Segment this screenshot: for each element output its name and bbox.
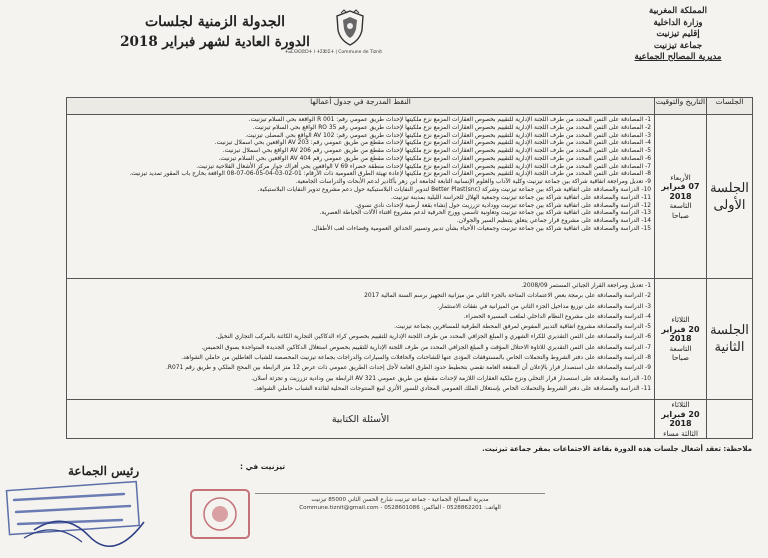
header-points: النقط المدرجة في جدول أعمالها [67, 98, 655, 115]
table-row [67, 400, 753, 439]
header-session: الجلسات [707, 98, 753, 115]
list-item: 2- الدراسة والمصادقة على برمجة بعض الاعتمادات المتاحة بالجزء الثاني من ميزانية التجهيز برسم السنة المالية 2017 [364, 293, 651, 300]
list-item: 1- تعديل ومراجعة القرار الجبائي المستمر 2008/09. [521, 283, 651, 289]
list-item: 13- الدراسة والمصادقة على اتفاقية شراكة بين جماعة تيزنيت وتعاونية تاسمي وورج الحرفية لدعم مشروع اقتناء الآلات الخياطة العصرية. [319, 210, 651, 217]
date-day: الثلاثاء [671, 315, 690, 325]
list-item: 11- الدراسة والمصادقة على اتفاقية شراكة بين جماعة تيزنيت وجمعية الهلال للحراسة الليلية بمدينة تيزنيت. [390, 194, 651, 201]
table-row [67, 279, 753, 400]
list-item: 6- الدراسة والمصادقة على الثمن التقديري للكراء الشهري و المبلغ الجزافي المحدد من طرف اللجنة الإدارية للتقييم بخصوص كراء الدكاكين التجارية الكائنة بالمركب التجاري النخيل. [215, 334, 651, 341]
page-footer [255, 493, 545, 512]
list-item: 10- الدراسة والمصادقة على اتفاقية شراكة بين جماعة تيزنيت وشركة Better Plast(snc) لتدوير النفايات البلاستيكية حول دعم مشروع تدوير النفايات البلاستيكية. [257, 187, 651, 194]
date-period: صباحا [671, 210, 690, 220]
list-item: 7- المصادقة على الثمن المحدد من طرف اللجنة الإدارية للتقييم بخصوص العقارات المزمع نزع ملكيتها لإحداث منطقة خضراء V 69 الواقعين بحي أفراك جوار مركز الأشغال الفلاحية تيزنيت. [196, 163, 651, 170]
session-items [67, 279, 655, 400]
list-item: 14- الدراسة والمصادقة على مشروع قرار جماعي يتعلق بتنظيم السير والجولان. [456, 218, 651, 225]
signature-stamp-icon [4, 480, 154, 548]
date-num: 20 فبراير [661, 409, 700, 419]
list-item: 11- الدراسة والمصادقة على دفتر الشروط والتحملات الخاص بإستغلال الملك العمومي المحادي للسور الأثري لبيع المنتوجات المحلية لفائدة الشباب حاملي الشواهد. [254, 385, 651, 392]
date-day: الثلاثاء [671, 400, 690, 409]
footer-address: مديرية المصالح الجماعية - جماعة تيزنيت شارع الحسن الثاني 85000 تيزنيت [311, 497, 489, 503]
table-header-row [67, 98, 753, 115]
session-items [67, 115, 655, 279]
signature-title: رئيس الجماعة [68, 464, 140, 478]
header-date: التاريخ والتوقيت [655, 98, 707, 115]
crest-icon [330, 8, 370, 48]
list-item: 1- المصادقة على الثمن المحدد من طرف اللجنة الإدارية للتقييم بخصوص العقارات المزمع نزع ملكيتها لإحداث طريق عمومي رقم: R 001 الواقعة بحي السلام تيزنيت. [248, 117, 651, 123]
table-row [67, 115, 753, 279]
letterhead-ministry: وزارة الداخلية [653, 17, 703, 28]
note: ملاحظة: تعقد أشغال جلسات هذه الدورة بقاعة الاجتماعات بمقر جماعة تيزنيت. [482, 445, 752, 453]
list-item: 15- الدراسة والمصادقة على اتفاقية شراكة بين جماعة تيزنيت وجمعيات الأحياء بشأن تدبير وتسيير الحدائق العمومية وفضاءات لعب الأطفال. [311, 225, 651, 232]
list-item: 4- الدراسة والمصادقة على مشروع النظام الداخلي لملعب المسيرة الخضراء. [463, 313, 651, 320]
date-year: 2018 [669, 419, 692, 428]
letterhead-kingdom: المملكة المغربية [649, 6, 707, 16]
footer-contact: الهاتف: 0528862201 - الفاكس: 0528601086 - Commune.tiznit@gmail.com [299, 505, 501, 511]
letterhead [618, 6, 738, 64]
place-date: تيزنيت في : [240, 462, 286, 471]
date-time: التاسعة [669, 201, 692, 211]
list-item: 6- المصادقة على الثمن المحدد من طرف اللجنة الإدارية للتقييم بخصوص العقارات المزمع نزع ملكيتها لإحداث مقطع من طريق عمومي رقم AV 404 الواقعين بحي السلام تيزنيت. [218, 155, 651, 162]
list-item: 4- المصادقة على الثمن المحدد من طرف اللجنة الإدارية للتقييم بخصوص العقارات المزمع نزع ملكيتها لإحداث مقطع من طريق عمومي رقم: AV 203 الواقعين بحي اسملال تيزنيت. [214, 140, 651, 147]
date-time: الثالثة مساء [663, 428, 698, 438]
list-item: 3- المصادقة على الثمن المحدد من طرف اللجنة الإدارية للتقييم بخصوص العقارات المزمع نزع ملكيتها لإحداث طريق عمومي رقم: AV 102 الواقع بحي المصلى تيزنيت. [245, 132, 651, 139]
list-item: 3- الدراسة والمصادقة على توزيع مداخيل الجزء الثاني من الميزانية في نفقات الاستثمار. [437, 303, 651, 310]
list-item: 9- تعديل ومراجعة اتفاقية شراكة بين جماعة تيزنيت وكلية الآداب والعلوم الإنسانية التابعة لجامعة ابن زهر بأكادير لدعم الأبحاث والدراسات الجامعية. [295, 179, 651, 186]
list-item: 10- الدراسة والمصادقة على استصدار قرار التخلي ونزع ملكية العقارات اللازمة لإحداث مقطع من طريق عمومي AV 321 الرابطة بين ودادية تزرزيت و تجزئة أسلان. [251, 375, 651, 382]
date-num: 07 فبراير [661, 182, 700, 192]
letterhead-directorate: مديرية المصالح الجماعية [634, 52, 722, 62]
list-item: 8- الدراسة والمصادقة على دفتر الشروط والتحملات الخاص بالمستوقفات المؤدى عنها للشاحنات والحافلات والسيارات والدراجات بجماعة تيزنيت المخصصة للشباب العاطلين من حاملي الشواهد. [181, 355, 651, 362]
document-title [110, 12, 320, 52]
date-year: 2018 [669, 334, 692, 344]
date-time: التاسعة [669, 343, 692, 353]
list-item: 5- المصادقة على الثمن المحدد من طرف اللجنة الإدارية للتقييم بخصوص العقارات المزمع نزع ملكيتها لإحداث مقطع من طريق عمومي رقم AV 206 الواقع بحي اسملال تيزنيت. [222, 148, 651, 155]
list-item: 2- المصادقة على الثمن المحدد من طرف اللجنة الإدارية للتقييم بخصوص العقارات المزمع نزع ملكيتها لإحداث طريق عمومي رقم RO 35 الواقع بحي السلام تيزنيت. [252, 124, 651, 131]
date-num: 20 فبراير [661, 324, 700, 334]
session-date [655, 115, 707, 279]
list-item: 12- الدراسة والمصادقة على اتفاقية شراكة بين جماعة تيزنيت وودادية تزرزيت حول إنشاء بقعة أرضية لإحداث نادي نسوي. [355, 202, 651, 209]
list-item: 7- الدراسة والمصادقة على الثمن التقديري للاتاوة الاحتلال المؤقت و المبلغ الجزافي المحدد من طرف اللجنة الإدارية للتقييم بخصوص استغلال الدكاكين الجديدة المتواجدة بسوق الخميس. [201, 344, 651, 351]
session-date [655, 279, 707, 400]
list-item: 9- الدراسة والمصادقة على استصدار قرار بالإعلان أن المنفعة العامة تقضي بتخطيط حدود الطرق العامة لأجل إحداث الطريق عمومي ذات عرض 12 متر الرابطة بين المحج الملكي و طريق رقم R071. [166, 365, 651, 372]
title-line-2: الدورة العادية لشهر فبراير 2018 [120, 34, 310, 50]
session-date [655, 400, 707, 439]
date-year: 2018 [669, 191, 692, 201]
list-item: 8- المصادقة على الثمن المحدد من طرف اللجنة الإدارية للتقييم بخصوص العقارات المزمع نزع ملكيتها لإعادة تهيئة الطرق العمومية ذات الأرقام: 01-02-03-04-05-06-07-08 الواقعة بخارج باب المقور تمديد تيزنيت. [129, 171, 651, 178]
date-day: الأربعاء [670, 172, 691, 182]
session-name: الجلسة الأولى [707, 115, 753, 279]
crest-caption: ⵜⴰⵎⵙⵙⵓⵔⵜ ⵏ ⵜⵉⵣⵏⵉⵜ | Commune de Tiznit [284, 50, 382, 55]
list-item: 5- الدراسة والمصادقة مشروع اتفاقية التدبير المفوض لمرفق المحطة الطرقية للمسافرين بجماعة تيزنيت. [394, 324, 651, 331]
letterhead-province: إقليم تيزنيت [656, 29, 700, 39]
commune-seal-icon [185, 486, 255, 542]
date-period: صباحا [671, 353, 690, 363]
title-line-1: الجدولة الزمنية لجلسات [144, 14, 286, 30]
session-name: الجلسة الثانية [707, 279, 753, 400]
written-questions: الأسئلة الكتابية [67, 400, 655, 439]
schedule-table [66, 97, 753, 439]
session-name [707, 400, 753, 439]
letterhead-commune: جماعة تيزنيت [653, 40, 703, 51]
